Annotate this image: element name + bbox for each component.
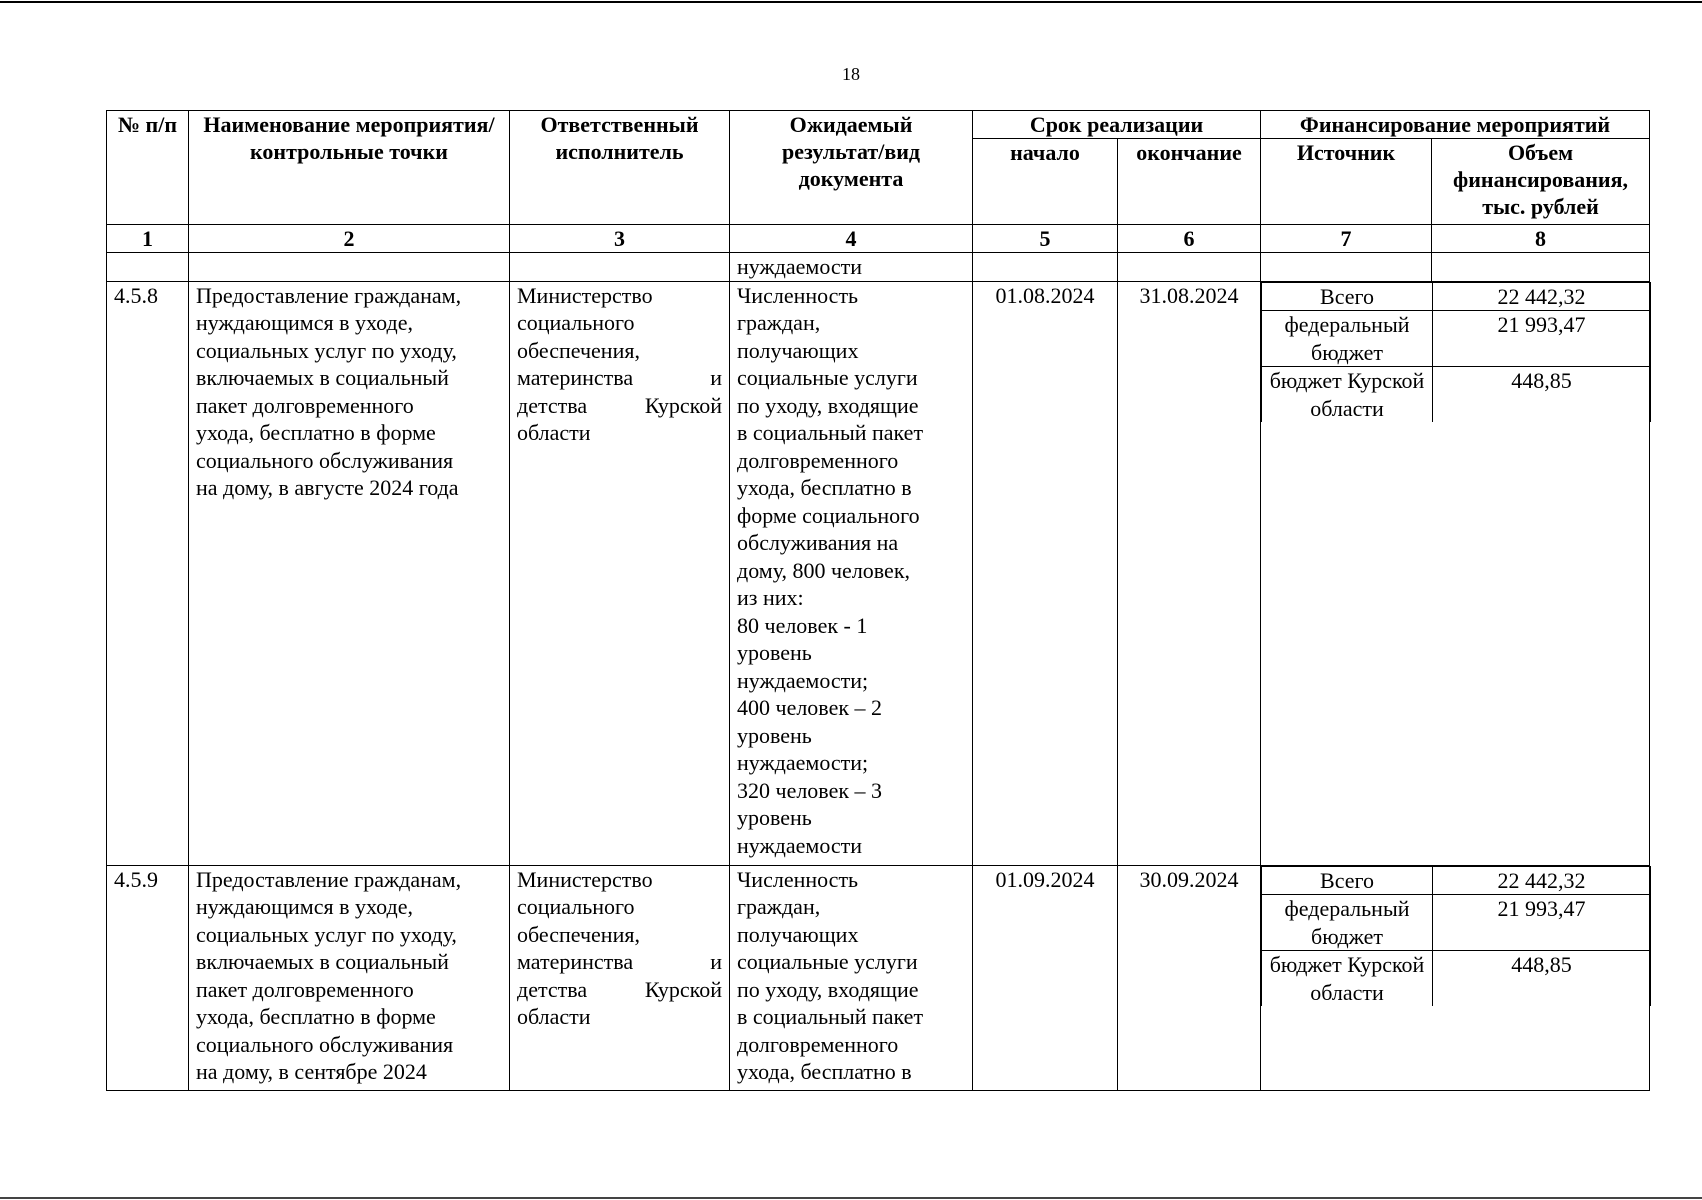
header-end: окончание	[1118, 139, 1261, 225]
text-line: в социальный пакет	[737, 1004, 924, 1029]
funding-source: федеральный бюджет	[1262, 895, 1433, 951]
funding-amount: 448,85	[1433, 367, 1651, 423]
text-line: социальные услуги	[737, 365, 918, 390]
column-number: 4	[730, 225, 973, 253]
funding-block	[1261, 865, 1650, 1090]
column-number: 6	[1118, 225, 1261, 253]
funding-amount: 21 993,47	[1433, 895, 1651, 951]
text-line: форме социального	[737, 502, 920, 528]
text-line: из них:	[737, 585, 804, 610]
text-line: области	[517, 420, 591, 445]
funding-block	[1261, 281, 1650, 865]
funding-row	[1262, 311, 1651, 367]
text-line: социального обслуживания	[196, 447, 454, 473]
text-line: ухода, бесплатно в форме	[196, 420, 436, 445]
scan-edge-bottom	[0, 1197, 1702, 1199]
continuation-cell	[1261, 253, 1432, 282]
text-line: 320 человек – 3	[737, 777, 883, 803]
text-line: социального обслуживания	[196, 1031, 454, 1057]
text-line: нуждаемости;	[737, 750, 869, 775]
start-date: 01.08.2024	[973, 281, 1118, 865]
responsible-executor	[510, 865, 730, 1090]
continuation-cell	[189, 253, 510, 282]
funding-source: Всего	[1262, 866, 1433, 895]
text-line: включаемых в социальный	[196, 949, 449, 974]
continuation-cell	[107, 253, 189, 282]
header-result: Ожидаемый результат/вид документа	[730, 111, 973, 225]
text-line: уровень	[737, 640, 812, 665]
funding-amount: 22 442,32	[1433, 282, 1651, 311]
funding-row	[1262, 282, 1651, 311]
text-line: на дому, в августе 2024 года	[196, 475, 459, 500]
header-start: начало	[973, 139, 1118, 225]
text-line: Численность	[737, 866, 859, 892]
continuation-text: нуждаемости	[730, 253, 973, 282]
text-line: ухода, бесплатно в	[737, 475, 912, 500]
column-number-row	[107, 225, 1650, 253]
end-date: 31.08.2024	[1118, 281, 1261, 865]
text-line: граждан,	[737, 310, 821, 335]
header-funding-group: Финансирование мероприятий	[1261, 111, 1650, 139]
text-line: пакет долговременного	[196, 392, 414, 418]
end-date: 30.09.2024	[1118, 865, 1261, 1090]
text-line: социального	[517, 894, 635, 919]
funding-row	[1262, 951, 1651, 1007]
text-line: области	[517, 1004, 591, 1029]
header-period-group: Срок реализации	[973, 111, 1261, 139]
page-number: 18	[842, 64, 860, 84]
text-line: Численность	[737, 282, 859, 308]
funding-source: Всего	[1262, 282, 1433, 311]
text-line: долговременного	[737, 1031, 899, 1057]
text-line: нуждающимся в уходе,	[196, 894, 413, 919]
text-line: 80 человек - 1	[737, 612, 868, 638]
text-line: ухода, бесплатно в форме	[196, 1004, 436, 1029]
header-source: Источник	[1261, 139, 1432, 225]
text-line: нуждаемости;	[737, 667, 869, 693]
funding-row	[1262, 895, 1651, 951]
text-line: по уходу, входящие	[737, 976, 919, 1002]
text-line: социальных услуг по уходу,	[196, 921, 457, 947]
funding-source: бюджет Курской области	[1262, 367, 1433, 423]
row-number: 4.5.8	[107, 281, 189, 865]
responsible-executor	[510, 281, 730, 865]
text-line: социального	[517, 310, 635, 335]
text-line: обслуживания на	[737, 530, 899, 555]
column-number: 1	[107, 225, 189, 253]
scan-edge-top	[0, 1, 1702, 3]
text-line: социальные услуги	[737, 949, 918, 974]
text-line: обеспечения,	[517, 921, 640, 947]
funding-source: бюджет Курской области	[1262, 951, 1433, 1007]
continuation-row	[107, 253, 1650, 282]
column-number: 5	[973, 225, 1118, 253]
funding-row	[1262, 367, 1651, 423]
funding-table	[1261, 866, 1651, 1007]
text-line: материнства и	[517, 949, 722, 974]
funding-row	[1262, 866, 1651, 895]
table-row	[107, 865, 1650, 1090]
text-line: по уходу, входящие	[737, 392, 919, 418]
continuation-cell	[973, 253, 1118, 282]
column-number: 3	[510, 225, 730, 253]
table-row	[107, 281, 1650, 865]
text-line: уровень	[737, 722, 812, 748]
text-line: дому, 800 человек,	[737, 557, 911, 583]
text-line: включаемых в социальный	[196, 365, 449, 390]
text-line: нуждаемости	[737, 832, 863, 858]
text-line: на дому, в сентябре 2024	[196, 1059, 427, 1084]
text-line: граждан,	[737, 894, 821, 919]
header-responsible: Ответственный исполнитель	[510, 111, 730, 225]
continuation-cell	[1118, 253, 1261, 282]
text-line: уровень	[737, 805, 812, 830]
header-name: Наименование мероприятия/контрольные точки	[189, 111, 510, 225]
text-line: получающих	[737, 337, 859, 363]
continuation-cell	[1432, 253, 1650, 282]
text-line: в социальный пакет	[737, 420, 924, 445]
header-volume: Объем финансирования, тыс. рублей	[1432, 139, 1650, 225]
text-line: детства Курской	[517, 976, 722, 1002]
text-line: пакет долговременного	[196, 976, 414, 1002]
funding-source: федеральный бюджет	[1262, 311, 1433, 367]
expected-result	[730, 865, 973, 1090]
funding-table	[1261, 282, 1651, 423]
text-line: социальных услуг по уходу,	[196, 337, 457, 363]
action-plan-table	[106, 110, 1650, 1091]
header-number: № п/п	[107, 111, 189, 225]
text-line: 400 человек – 2	[737, 695, 883, 720]
column-number: 8	[1432, 225, 1650, 253]
start-date: 01.09.2024	[973, 865, 1118, 1090]
text-line: ухода, бесплатно в	[737, 1059, 912, 1084]
text-line: Предоставление гражданам,	[196, 866, 462, 892]
expected-result	[730, 281, 973, 865]
measure-name	[189, 865, 510, 1090]
column-number: 7	[1261, 225, 1432, 253]
funding-amount: 22 442,32	[1433, 866, 1651, 895]
text-line: детства Курской	[517, 392, 722, 418]
text-line: Министерство	[517, 866, 653, 892]
funding-amount: 448,85	[1433, 951, 1651, 1007]
measure-name	[189, 281, 510, 865]
text-line: долговременного	[737, 447, 899, 473]
text-line: нуждающимся в уходе,	[196, 310, 413, 335]
text-line: материнства и	[517, 365, 722, 390]
text-line: получающих	[737, 921, 859, 947]
row-number: 4.5.9	[107, 865, 189, 1090]
column-number: 2	[189, 225, 510, 253]
continuation-cell	[510, 253, 730, 282]
text-line: обеспечения,	[517, 337, 640, 363]
text-line: Предоставление гражданам,	[196, 282, 462, 308]
text-line: Министерство	[517, 282, 653, 308]
funding-amount: 21 993,47	[1433, 311, 1651, 367]
